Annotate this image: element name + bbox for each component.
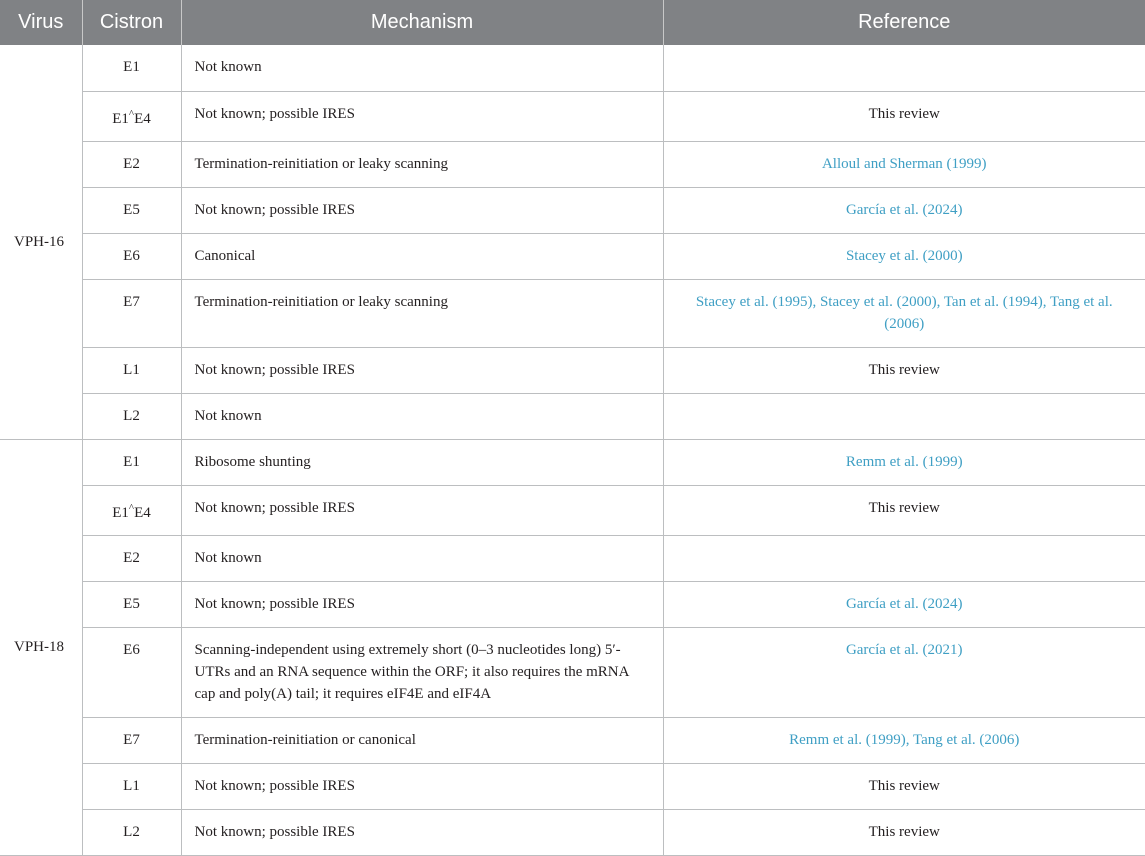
virus-cell: VPH-18 xyxy=(0,439,82,855)
table-row xyxy=(0,279,1145,347)
reference-cell: This review xyxy=(663,485,1145,535)
table-row xyxy=(0,581,1145,627)
mechanism-cell: Not known xyxy=(181,535,663,581)
reference-cell: This review xyxy=(663,347,1145,393)
header-row xyxy=(0,0,1145,45)
reference-link[interactable]: Stacey et al. (2000) xyxy=(663,233,1145,279)
mechanism-cell: Not known; possible IRES xyxy=(181,347,663,393)
cistron-prefix: E1 xyxy=(112,504,129,521)
reference-link[interactable]: García et al. (2021) xyxy=(663,627,1145,717)
reference-cell: This review xyxy=(663,809,1145,855)
reference-link[interactable]: García et al. (2024) xyxy=(663,187,1145,233)
table-row xyxy=(0,809,1145,855)
mechanism-cell: Not known; possible IRES xyxy=(181,809,663,855)
mechanism-cell: Not known xyxy=(181,393,663,439)
virus-cell: VPH-16 xyxy=(0,45,82,439)
table-row xyxy=(0,233,1145,279)
splice-caret: ^ xyxy=(128,501,135,514)
reference-cell xyxy=(663,45,1145,91)
cistron-cell: E1 xyxy=(82,45,181,91)
mechanism-cell: Ribosome shunting xyxy=(181,439,663,485)
reference-link[interactable]: Alloul and Sherman (1999) xyxy=(663,141,1145,187)
header-virus: Virus xyxy=(0,0,82,45)
table-row xyxy=(0,91,1145,141)
splice-caret: ^ xyxy=(128,107,135,120)
cistron-cell: L2 xyxy=(82,393,181,439)
table-row xyxy=(0,347,1145,393)
table-row xyxy=(0,141,1145,187)
table-row xyxy=(0,45,1145,91)
cistron-prefix: E1 xyxy=(112,110,129,127)
reference-link[interactable]: Remm et al. (1999) xyxy=(663,439,1145,485)
reference-link[interactable]: García et al. (2024) xyxy=(663,581,1145,627)
cistron-cell: E6 xyxy=(82,233,181,279)
cistron-cell: E2 xyxy=(82,141,181,187)
table-row xyxy=(0,187,1145,233)
reference-cell xyxy=(663,393,1145,439)
table-row xyxy=(0,627,1145,717)
table-row xyxy=(0,717,1145,763)
table-row xyxy=(0,485,1145,535)
mechanism-cell: Termination-reinitiation or leaky scanning xyxy=(181,141,663,187)
mechanism-cell: Termination-reinitiation or leaky scanning xyxy=(181,279,663,347)
table-row xyxy=(0,393,1145,439)
mechanism-cell: Canonical xyxy=(181,233,663,279)
header-mechanism: Mechanism xyxy=(181,0,663,45)
header-reference: Reference xyxy=(663,0,1145,45)
cistron-cell xyxy=(82,485,181,535)
reference-link[interactable]: Stacey et al. (1995), Stacey et al. (2000), Tan et al. (1994), Tang et al. (2006) xyxy=(663,279,1145,347)
reference-cell: This review xyxy=(663,763,1145,809)
table-row xyxy=(0,763,1145,809)
cistron-cell: L1 xyxy=(82,347,181,393)
table-row xyxy=(0,535,1145,581)
cistron-cell: E7 xyxy=(82,279,181,347)
cistron-cell: E2 xyxy=(82,535,181,581)
cistron-cell: E6 xyxy=(82,627,181,717)
mechanism-cell: Not known; possible IRES xyxy=(181,485,663,535)
cistron-cell xyxy=(82,91,181,141)
mechanism-cell: Scanning-independent using extremely short (0–3 nucleotides long) 5′-UTRs and an RNA sequence within the ORF; it also requires the mRNA cap and poly(A) tail; it requires eIF4E and eIF4A xyxy=(181,627,663,717)
cistron-cell: L1 xyxy=(82,763,181,809)
reference-cell xyxy=(663,535,1145,581)
mechanism-cell: Termination-reinitiation or canonical xyxy=(181,717,663,763)
header-cistron: Cistron xyxy=(82,0,181,45)
cistron-cell: E7 xyxy=(82,717,181,763)
cistron-suffix: E4 xyxy=(134,110,151,127)
reference-cell: This review xyxy=(663,91,1145,141)
cistron-cell: E5 xyxy=(82,581,181,627)
mechanism-cell: Not known; possible IRES xyxy=(181,187,663,233)
mechanism-cell: Not known; possible IRES xyxy=(181,763,663,809)
mechanism-cell: Not known; possible IRES xyxy=(181,581,663,627)
cistron-cell: E5 xyxy=(82,187,181,233)
cistron-cell: L2 xyxy=(82,809,181,855)
mechanism-cell: Not known; possible IRES xyxy=(181,91,663,141)
reference-link[interactable]: Remm et al. (1999), Tang et al. (2006) xyxy=(663,717,1145,763)
table-row xyxy=(0,439,1145,485)
cistron-cell: E1 xyxy=(82,439,181,485)
cistron-suffix: E4 xyxy=(134,504,151,521)
mechanism-cell: Not known xyxy=(181,45,663,91)
